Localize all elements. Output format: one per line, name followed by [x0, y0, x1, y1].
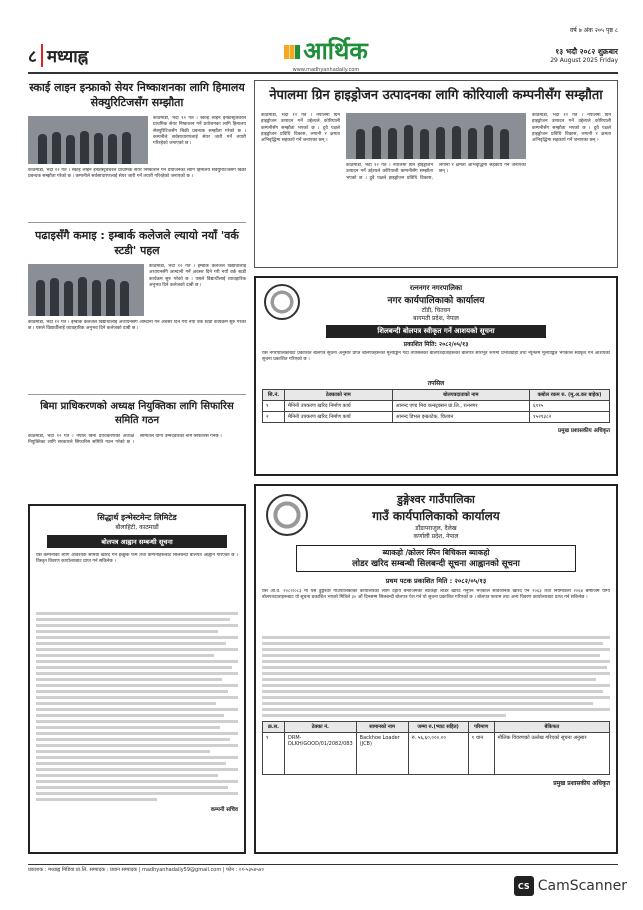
- col-header: कबोल रकम रु. (मू.अ.कर बाहेक): [530, 390, 610, 401]
- col-header: बोलपत्रदाताको नाम: [392, 390, 529, 401]
- article-headline: पढाइसँगै कमाइ : इम्बार्क कलेजले ल्यायो नयाँ 'वर्क स्टडी' पहल: [35, 229, 239, 257]
- notice-body: यस कम्पनीको लागि आवश्यक सामग्री खरिद गर्न इच्छुक फर्म तथा कम्पनीहरूबाट सिलबन्दी बोलपत्र आह्वान गरिएको छ । विस्तृत विवरण कार्यालयबाट प्राप्त गर्न सकिनेछ ।: [36, 553, 238, 565]
- article-body: काठमाडौं, भदौ १२ गते । स्काई लाइन इन्फ्रास्ट्रक्चरले प्राथमिक सेयर निष्काशन गर्ने प्रयोजनका लागि हिमालय सेक्युरिटिजसँग बिक्री प्रबन्धक सम्झौता गरेको छ । कम्पनीले सर्वसाधारणलाई सेयर जारी गर्ने तयारी गरिरहेको जनाएको छ ।: [153, 116, 246, 147]
- notice-signature: कम्पनी सचिव: [210, 807, 238, 813]
- paper-brand: [28, 44, 88, 67]
- camscanner-watermark: [514, 876, 627, 896]
- notice-body: यस नगरपालिकाबाट प्रकाशित बोलपत्र सूचना अनुसार प्राप्त बोलपत्रहरूको मूल्याङ्कन गर्दा तपसिलका बोलपत्रदाताहरूको बोलपत्र सारभूत रूपमा प्रभावग्राही तथा न्यूनतम मूल्याङ्कित भएकाले स्वीकृत गर्ने आशयको सूचना प्रकाशित गरिएको छ ।: [262, 351, 610, 363]
- col-header: सि.नं.: [263, 390, 285, 401]
- notice-address: टाँडी, चितवन: [421, 307, 451, 314]
- masthead: [28, 18, 618, 73]
- page-footer: प्रकाशक : मध्याह्न मिडिया प्रा.लि. सम्पादक : प्रधान सम्पादक | madhyanhadaily59@gmail.com | फोन : ०१-५३५४५४०: [28, 864, 618, 873]
- notice-body: यस आ.व. २०८२/०८३ मा यस डुङ्गेश्वर गाउँपालिकाको कार्यालयको लागि देहाय बमोजिमको ब्याकहो लोडर खरिद गर्नुपर्ने भएकाले सार्वजनिक खरिद ऐन २०६३ तथा नियमावली २०६४ बमोजिम योग्य बोलपत्रदाताहरूबाट यो सूचना प्रकाशित भएको मितिले ३० औं दिनसम्म सिलबन्दी बोलपत्र पेश गर्न यो सूचना प्रकाशित गरिएको छ । बोलपत्र फाराम तथा अन्य विवरण कार्यालयबाट प्राप्त गर्न सकिनेछ ।: [262, 589, 610, 601]
- article-body-side: काठमाडौं, भदौ १२ गते । नेपालमा ग्रिन हाइड्रोजन उत्पादन गर्ने उद्देश्यले कोरियाली कम्पनीसँग सम्झौता भएको छ । दुवै पक्षले हाइड्रोजन प्रविधि विकास, लगानी र क्षमता अभिवृद्धिमा सहकार्य गर्ने जनाएका छन् ।: [532, 113, 611, 144]
- date-english: 29 August 2025 Friday: [550, 57, 618, 64]
- regd-line: वर्ष ७ अंक २०५ पृष्ठ ८: [569, 27, 618, 34]
- col-header: जम्मा रु.(भ्याट सहित): [408, 722, 468, 733]
- article-body-continued: काठमाडौं, भदौ १२ गते । इम्बार्क कलेजले विद्यार्थीलाई अध्ययनसँगै आम्दानी गर्ने अवसर दिने गरी नयाँ वर्क स्टडी कार्यक्रम सुरु गरेको छ । यसले विद्यार्थीलाई व्यावहारिक अनुभव दिने कलेजको दाबी छ ।: [28, 320, 246, 332]
- article-hydrogen: [254, 80, 618, 268]
- notice-ratnanagar: [254, 276, 618, 476]
- date-nepali: १३ भदौ २०८२ शुक्रबार: [555, 47, 618, 56]
- notice-small-ad: [28, 504, 246, 854]
- col-header: ठेक्का नं.: [285, 722, 357, 733]
- article-body: काठमाडौं, भदौ १२ गते । नेपालमा ग्रिन हाइड्रोजन उत्पादन गर्ने उद्देश्यले कोरियाली कम्पनीसँग सम्झौता भएको छ । दुवै पक्षले हाइड्रोजन प्रविधि विकास, लगानी र क्षमता अभिवृद्धिमा सहकार्य गर्ने जनाएका छन् ।: [261, 113, 340, 144]
- article-headline: नेपालमा ग्रिन हाइड्रोजन उत्पादनका लागि कोरियाली कम्पनीसँग सम्झौता: [269, 88, 603, 103]
- col-header: सामानको नाम: [356, 722, 408, 733]
- article-photo: [28, 264, 144, 316]
- article-insurance: [28, 400, 246, 496]
- article-headline: बिमा प्राधिकरणको अध्यक्ष नियुक्तिका लागि सिफारिस समिति गठन: [40, 401, 234, 426]
- procurement-table: [262, 721, 610, 775]
- notice-subject-box: [296, 545, 576, 572]
- notice-office: गाउँ कार्यपालिकाको कार्यालय: [372, 509, 500, 523]
- section-title: आर्थिक: [303, 37, 368, 65]
- notice-office: नगर कार्यपालिकाको कार्यालय: [387, 296, 485, 306]
- camscanner-label: CamScanner: [537, 878, 627, 894]
- section-url: www.madhyanhadaily.com: [292, 67, 360, 73]
- article-photo: [28, 116, 148, 164]
- notice-signature: प्रमुख प्रशासकीय अधिकृत: [553, 780, 610, 787]
- notice-band: बोलपत्र आह्वान सम्बन्धी सूचना: [47, 535, 227, 548]
- notice-fine-print: [36, 612, 238, 801]
- article-college: [28, 228, 246, 396]
- government-emblem-icon: [266, 494, 308, 536]
- divider: [28, 222, 246, 223]
- table-caption: तपसिल: [427, 380, 445, 387]
- bid-table: [262, 389, 610, 423]
- article-skyline: [28, 80, 246, 224]
- article-body: काठमाडौं, भदौ १२ गते । इम्बार्क कलेजले विद्यार्थीलाई अध्ययनसँगै आम्दानी गर्ने अवसर दिने गरी नयाँ वर्क स्टडी कार्यक्रम सुरु गरेको छ । यसले विद्यार्थीलाई व्यावहारिक अनुभव दिने कलेजको दाबी छ ।: [149, 264, 246, 288]
- government-emblem-icon: [264, 284, 300, 320]
- header-rule: [28, 72, 618, 74]
- notice-date: प्रथम पटक प्रकाशित मिति : २०८२/०५/१३: [385, 577, 487, 585]
- bar-chart-icon: [284, 45, 300, 59]
- article-body-continued: काठमाडौं, भदौ १२ गते । स्काई लाइन इन्फ्रास्ट्रक्चरले प्राथमिक सेयर निष्काशन गर्ने प्रयोजनका लागि हिमालय सेक्युरिटिजसँग बिक्री प्रबन्धक सम्झौता गरेको छ । कम्पनीले सर्वसाधारणलाई सेयर जारी गर्ने तयारी गरिरहेको जनाएको छ ।: [28, 168, 246, 180]
- page-number: ८: [28, 44, 43, 67]
- notice-subject-line-1: ब्याकहो /क्रोलर स्पिन बिचिकल ब्याकहो: [382, 548, 490, 557]
- article-body: काठमाडौं, भदौ १२ गते । नेपाल बिमा प्राधिकरणको अध्यक्ष नियुक्तिका लागि सरकारले सिफारिस समिति गठन गरेको छ । समितिले योग्य उम्मेदवारको नाम सिफारिस गर्नेछ ।: [28, 434, 222, 446]
- notice-title: डुङ्गेश्वर गाउँपालिका: [397, 493, 475, 506]
- article-headline: स्काई लाइन इन्फ्राको सेयर निष्काशनका लागि हिमालय सेक्युरिटिजसँग सम्झौता: [29, 81, 245, 109]
- col-header: क्र.स.: [263, 722, 285, 733]
- table-row: १ DRM-DLKH/GOOD/01/2082/083 Backhoe Loader (JCB) रु. ५६,६०,०००.०० १ थान मौलिक विवरणको उल्लेख गरिएको सूचना अनुसार: [263, 733, 610, 775]
- paper-name: मध्याह्न: [46, 47, 89, 67]
- notice-signature: प्रमुख प्रशासकीय अधिकृत: [558, 428, 610, 434]
- notice-province: बागमती प्रदेश, नेपाल: [413, 315, 459, 322]
- divider: [28, 394, 246, 395]
- col-header: ठेक्काको नाम: [285, 390, 393, 401]
- article-body-continued: काठमाडौं, भदौ १२ गते । नेपालमा ग्रिन हाइड्रोजन उत्पादन गर्ने उद्देश्यले कोरियाली कम्पनीसँग सम्झौता भएको छ । दुवै पक्षले हाइड्रोजन प्रविधि विकास, लगानी र क्षमता अभिवृद्धिमा सहकार्य गर्ने जनाएका छन् ।: [346, 163, 526, 181]
- notice-title: रत्ननगर नगरपालिका: [409, 284, 463, 292]
- date-block: [550, 26, 618, 65]
- notice-fine-print: [262, 636, 610, 717]
- article-photo: [346, 113, 526, 159]
- table-row: १ मैनिनी उपकरण खरिद निर्माण कार्य आनन्द एण्ड मिरा कन्स्ट्रक्सन प्रा.लि., रत्ननगर ६११५: [263, 401, 610, 412]
- notice-subject-line-2: लोडर खरिद सम्बन्धी सिलबन्दी सूचना आह्वानको सूचना: [352, 559, 520, 569]
- col-header: बेकिफत: [494, 722, 609, 733]
- camscanner-logo-icon: CS: [514, 876, 534, 896]
- section-logo: [256, 34, 396, 73]
- notice-province: कर्णाली प्रदेश, नेपाल: [413, 533, 459, 540]
- table-row: २ मैनिनी उपकरण खरिद निर्माण कार्य आनन्द डिभल इन्फ्राटेक, चितवन १५२९३८२: [263, 412, 610, 423]
- notice-address: बौलाहिटी, काठमाडौं: [115, 524, 159, 531]
- notice-address: डाँडापराजुल, दैलेख: [415, 525, 457, 532]
- notice-band: शिलबन्दी बोलपत्र स्वीकृत गर्ने आशयको सूचना: [326, 325, 546, 338]
- col-header: परिमाण: [468, 722, 494, 733]
- notice-dungeshwar: [254, 484, 618, 854]
- notice-date: प्रकाशित मिति: २०८२/०५/१३: [403, 341, 469, 348]
- notice-title: सिद्धार्थ इन्भेस्टमेन्ट लिमिटेड: [97, 513, 177, 522]
- newspaper-page: [28, 18, 618, 878]
